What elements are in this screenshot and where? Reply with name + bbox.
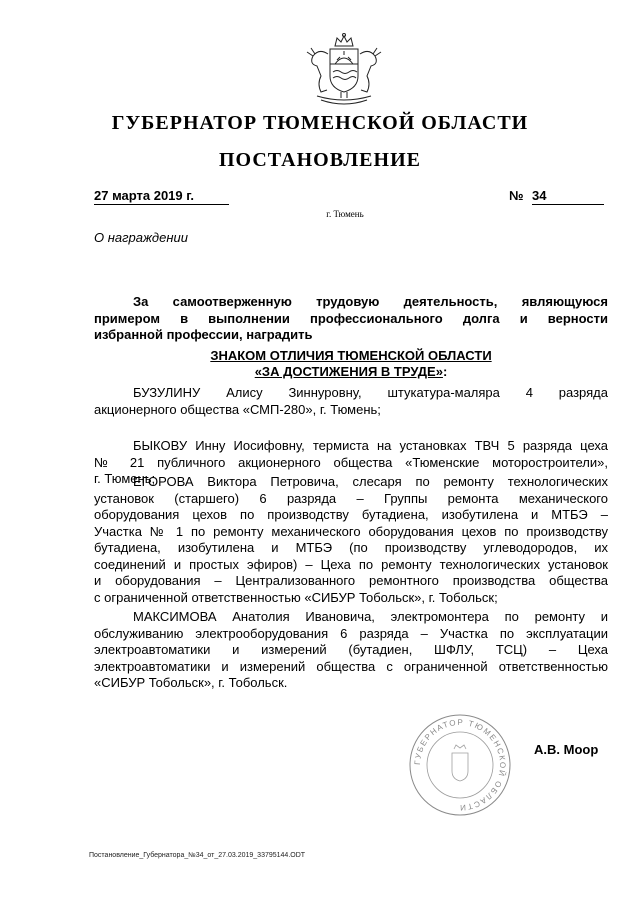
awardee-line: № 21 публичного акционерного общества «Тюменские моторостроители», xyxy=(94,454,608,470)
awardee-line: бутадиена, изобутилена и МТБЭ (по производству углеводородов, их xyxy=(94,540,608,555)
awardee-line: обслуживанию электрооборудования 6 разряда – Участка по эксплуатации xyxy=(94,625,608,641)
awardee-line: г. Тюмень; xyxy=(94,471,156,486)
awardee-line: с ограниченной ответственностью «СИБУР Тобольск», г. Тобольск; xyxy=(94,589,498,605)
awardee-line: БЫКОВУ Инну Иосифовну, термиста на установках ТВЧ 5 разряда цеха xyxy=(133,438,608,453)
awardee-paragraph xyxy=(94,474,608,606)
seal-text: ГУБЕРНАТОР ТЮМЕНСКОЙ ОБЛАСТИ xyxy=(412,717,508,813)
intro-line: примером в выполнении профессионального долга и верности xyxy=(94,310,608,326)
document-date: 27 марта 2019 г. xyxy=(94,188,229,205)
awardee-line: ЕГОРОВА Виктора Петровича, слесаря по ремонту технологических xyxy=(133,474,608,489)
awardee-line: электроавтоматики и измерений (бутадиен, ШФЛУ, ТСЦ) – Цеха xyxy=(94,642,608,657)
award-title-line: «ЗА ДОСТИЖЕНИЯ В ТРУДЕ» xyxy=(254,364,443,379)
issue-city: г. Тюмень xyxy=(326,209,364,219)
awardee-line: и оборудования – Централизованного ремонтного производства общества xyxy=(94,573,608,588)
award-title-line: ЗНАКОМ ОТЛИЧИЯ ТЮМЕНСКОЙ ОБЛАСТИ xyxy=(210,348,492,363)
issuer-title: ГУБЕРНАТОР ТЮМЕНСКОЙ ОБЛАСТИ xyxy=(111,112,529,134)
award-colon: : xyxy=(442,364,448,379)
award-name xyxy=(94,348,608,380)
intro-paragraph xyxy=(94,294,608,344)
awardee-line: «СИБУР Тобольск», г. Тобольск. xyxy=(94,675,288,690)
awardee-line: электроавтоматики и измерений общества с ограниченной ответственностью xyxy=(94,658,608,674)
awardee-paragraph xyxy=(94,385,608,418)
intro-line: За самоотверженную трудовую деятельность, являющуюся xyxy=(133,294,608,309)
coat-of-arms-icon xyxy=(297,32,391,108)
awardee-paragraph xyxy=(94,609,608,692)
awardee-line: акционерного общества «СМП-280», г. Тюмень; xyxy=(94,401,381,417)
document-number-label: № xyxy=(509,188,524,203)
awardee-line: МАКСИМОВА Анатолия Ивановича, электромонтера по ремонту и xyxy=(133,609,608,624)
awardee-line: БУЗУЛИНУ Алису Зиннуровну, штукатура-маляра 4 разряда xyxy=(133,385,608,400)
document-number: 34 xyxy=(532,188,604,205)
awardee-line: Участка № 1 по ремонту механического оборудования цехов по производству xyxy=(94,523,608,539)
awardee-line: оборудования цехов по производству бутадиена, изобутилена и МТБЭ – xyxy=(94,507,608,522)
document-type-title: ПОСТАНОВЛЕНИЕ xyxy=(219,149,421,171)
signatory-name: А.В. Моор xyxy=(534,742,599,757)
document-filename: Постановление_Губернатора_№34_от_27.03.2019_33795144.ODT xyxy=(89,852,306,859)
awardee-line: установок (старшего) 6 разряда – Группы ремонта механического xyxy=(94,490,608,506)
official-seal-icon xyxy=(408,713,512,817)
intro-line: избранной профессии, наградить xyxy=(94,327,313,342)
document-subject: О награждении xyxy=(94,230,188,245)
awardee-line: соединений и простых эфиров) – Цеха по ремонту технологических установок xyxy=(94,556,608,572)
